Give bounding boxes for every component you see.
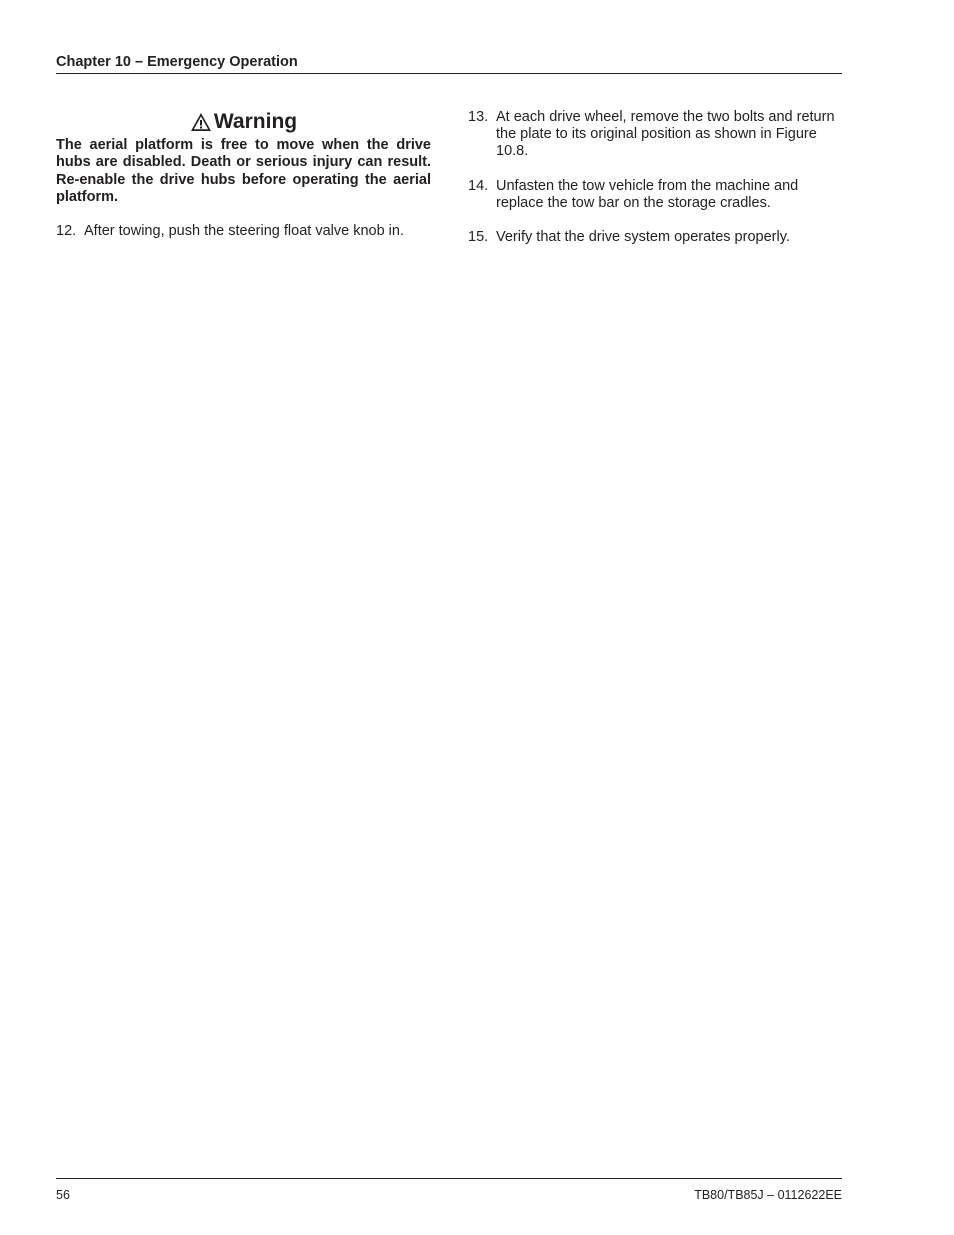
- step-text: After towing, push the steering float valve knob in.: [84, 223, 404, 240]
- step-number: 14.: [468, 177, 489, 194]
- left-column: [56, 110, 431, 240]
- warning-triangle-icon: [190, 112, 212, 132]
- step-number: 13.: [468, 109, 489, 125]
- footer-divider: [56, 1178, 842, 1179]
- document-id: TB80/TB85J – 0112622EE: [694, 1188, 842, 1202]
- warning-text: The aerial platform is free to move when the drive hubs are disabled. Death or serious injury can result. Re-enable the drive hubs before operating the aerial platform.: [56, 137, 431, 205]
- warning-heading: [56, 110, 431, 134]
- step-13: [468, 109, 842, 161]
- step-text: At each drive wheel, remove the two bolts and return the plate to its original position as shown in Figure 10.8.: [496, 109, 835, 160]
- step-number: 12.: [56, 223, 77, 240]
- step-text: Unfasten the tow vehicle from the machine and replace the tow bar on the storage cradles.: [496, 177, 799, 211]
- step-14: [468, 178, 842, 212]
- step-12: [56, 223, 431, 240]
- step-15: [468, 229, 842, 246]
- page-number: 56: [56, 1188, 70, 1202]
- step-text: Verify that the drive system operates properly.: [496, 229, 790, 246]
- step-number: 15.: [468, 229, 489, 246]
- chapter-header: Chapter 10 – Emergency Operation: [56, 54, 842, 74]
- warning-title: Warning: [213, 110, 298, 133]
- right-column: [468, 109, 842, 246]
